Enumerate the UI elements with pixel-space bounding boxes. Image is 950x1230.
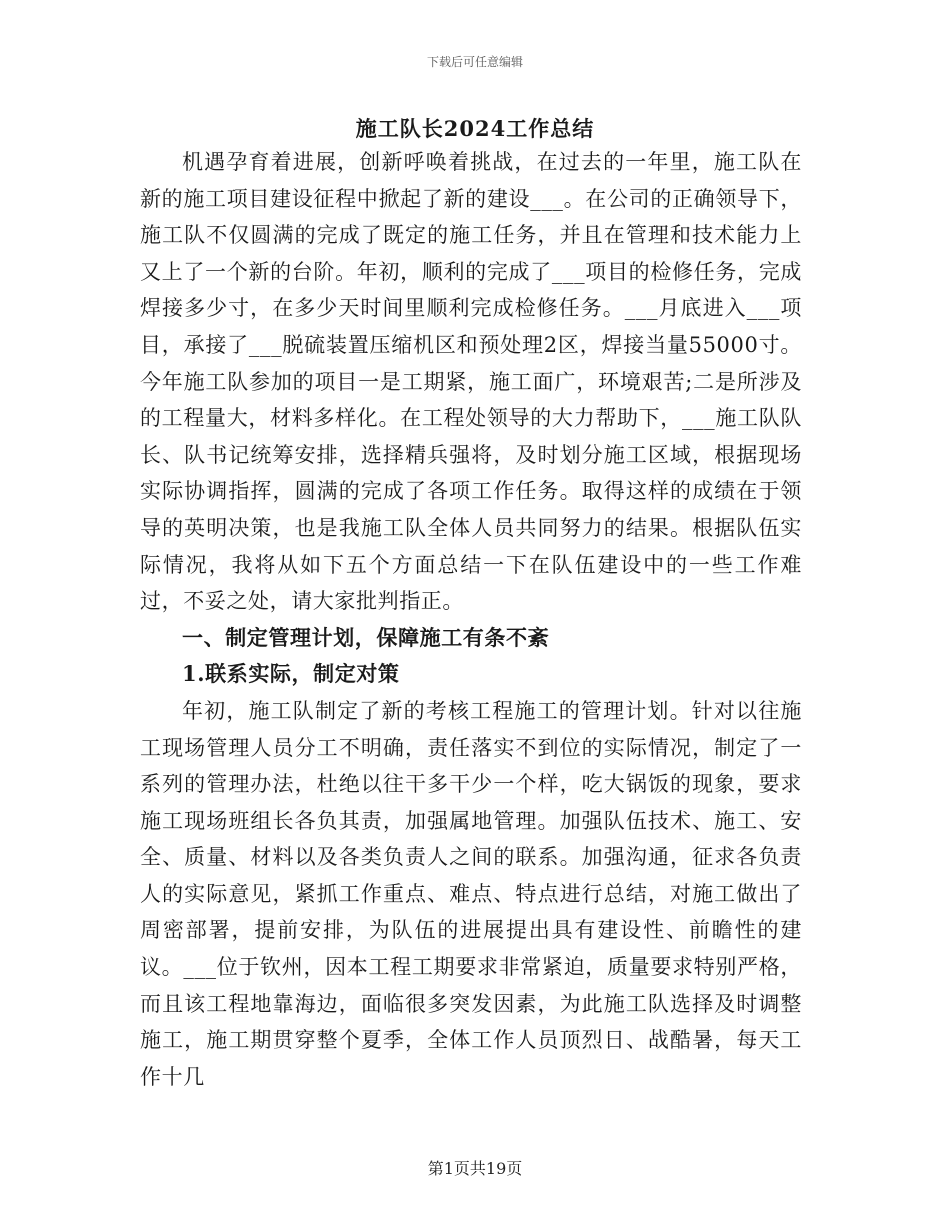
page-number: 第1页共19页 [427, 1159, 523, 1178]
paragraph-management-plan: 年初，施工队制定了新的考核工程施工的管理计划。针对以往施工现场管理人员分工不明确，责任落实不到位的实际情况，制定了一系列的管理办法，杜绝以往干多干少一个样，吃大锅饭的现象，要求施工现场班组长各负其责，加强属地管理。加强队伍技术、施工、安全、质量、材料以及各类负责人之间的联系。加强沟通，征求各负责人的实际意见，紧抓工作重点、难点、特点进行总结，对施工做出了周密部署，提前安排，为队伍的进展提出具有建设性、前瞻性的建议。___位于钦州，因本工程工期要求非常紧迫，质量要求特别严格，而且该工程地靠海边，面临很多突发因素，为此施工队选择及时调整施工，施工期贯穿整个夏季，全体工作人员顶烈日、战酷暑，每天工作十几 [140, 698, 802, 1089]
subsection-heading: 1.联系实际，制定对策 [182, 661, 400, 687]
paragraph-intro: 机遇孕育着进展，创新呼唤着挑战，在过去的一年里，施工队在新的施工项目建设征程中掀起了新的建设___。在公司的正确领导下，施工队不仅圆满的完成了既定的施工任务，并且在管理和技术能力上又上了一个新的台阶。年初，顺利的完成了___项目的检修任务，完成焊接多少寸，在多少天时间里顺利完成检修任务。___月底进入___项目，承接了___脱硫装置压缩机区和预处理2区，焊接当量55000寸。今年施工队参加的项目一是工期紧，施工面广，环境艰苦;二是所涉及的工程量大，材料多样化。在工程处领导的大力帮助下，___施工队队长、队书记统筹安排，选择精兵强将，及时划分施工区域，根据现场实际协调指挥，圆满的完成了各项工作任务。取得这样的成绩在于领导的英明决策，也是我施工队全体人员共同努力的结果。根据队伍实际情况，我将从如下五个方面总结一下在队伍建设中的一些工作难过，不妥之处，请大家批判指正。 [140, 150, 802, 614]
section-heading: 一、制定管理计划，保障施工有条不紊 [182, 624, 550, 650]
document-body [140, 144, 802, 1095]
document-title: 施工队长2024工作总结 [355, 116, 595, 141]
header-note: 下载后可任意编辑 [426, 55, 523, 69]
